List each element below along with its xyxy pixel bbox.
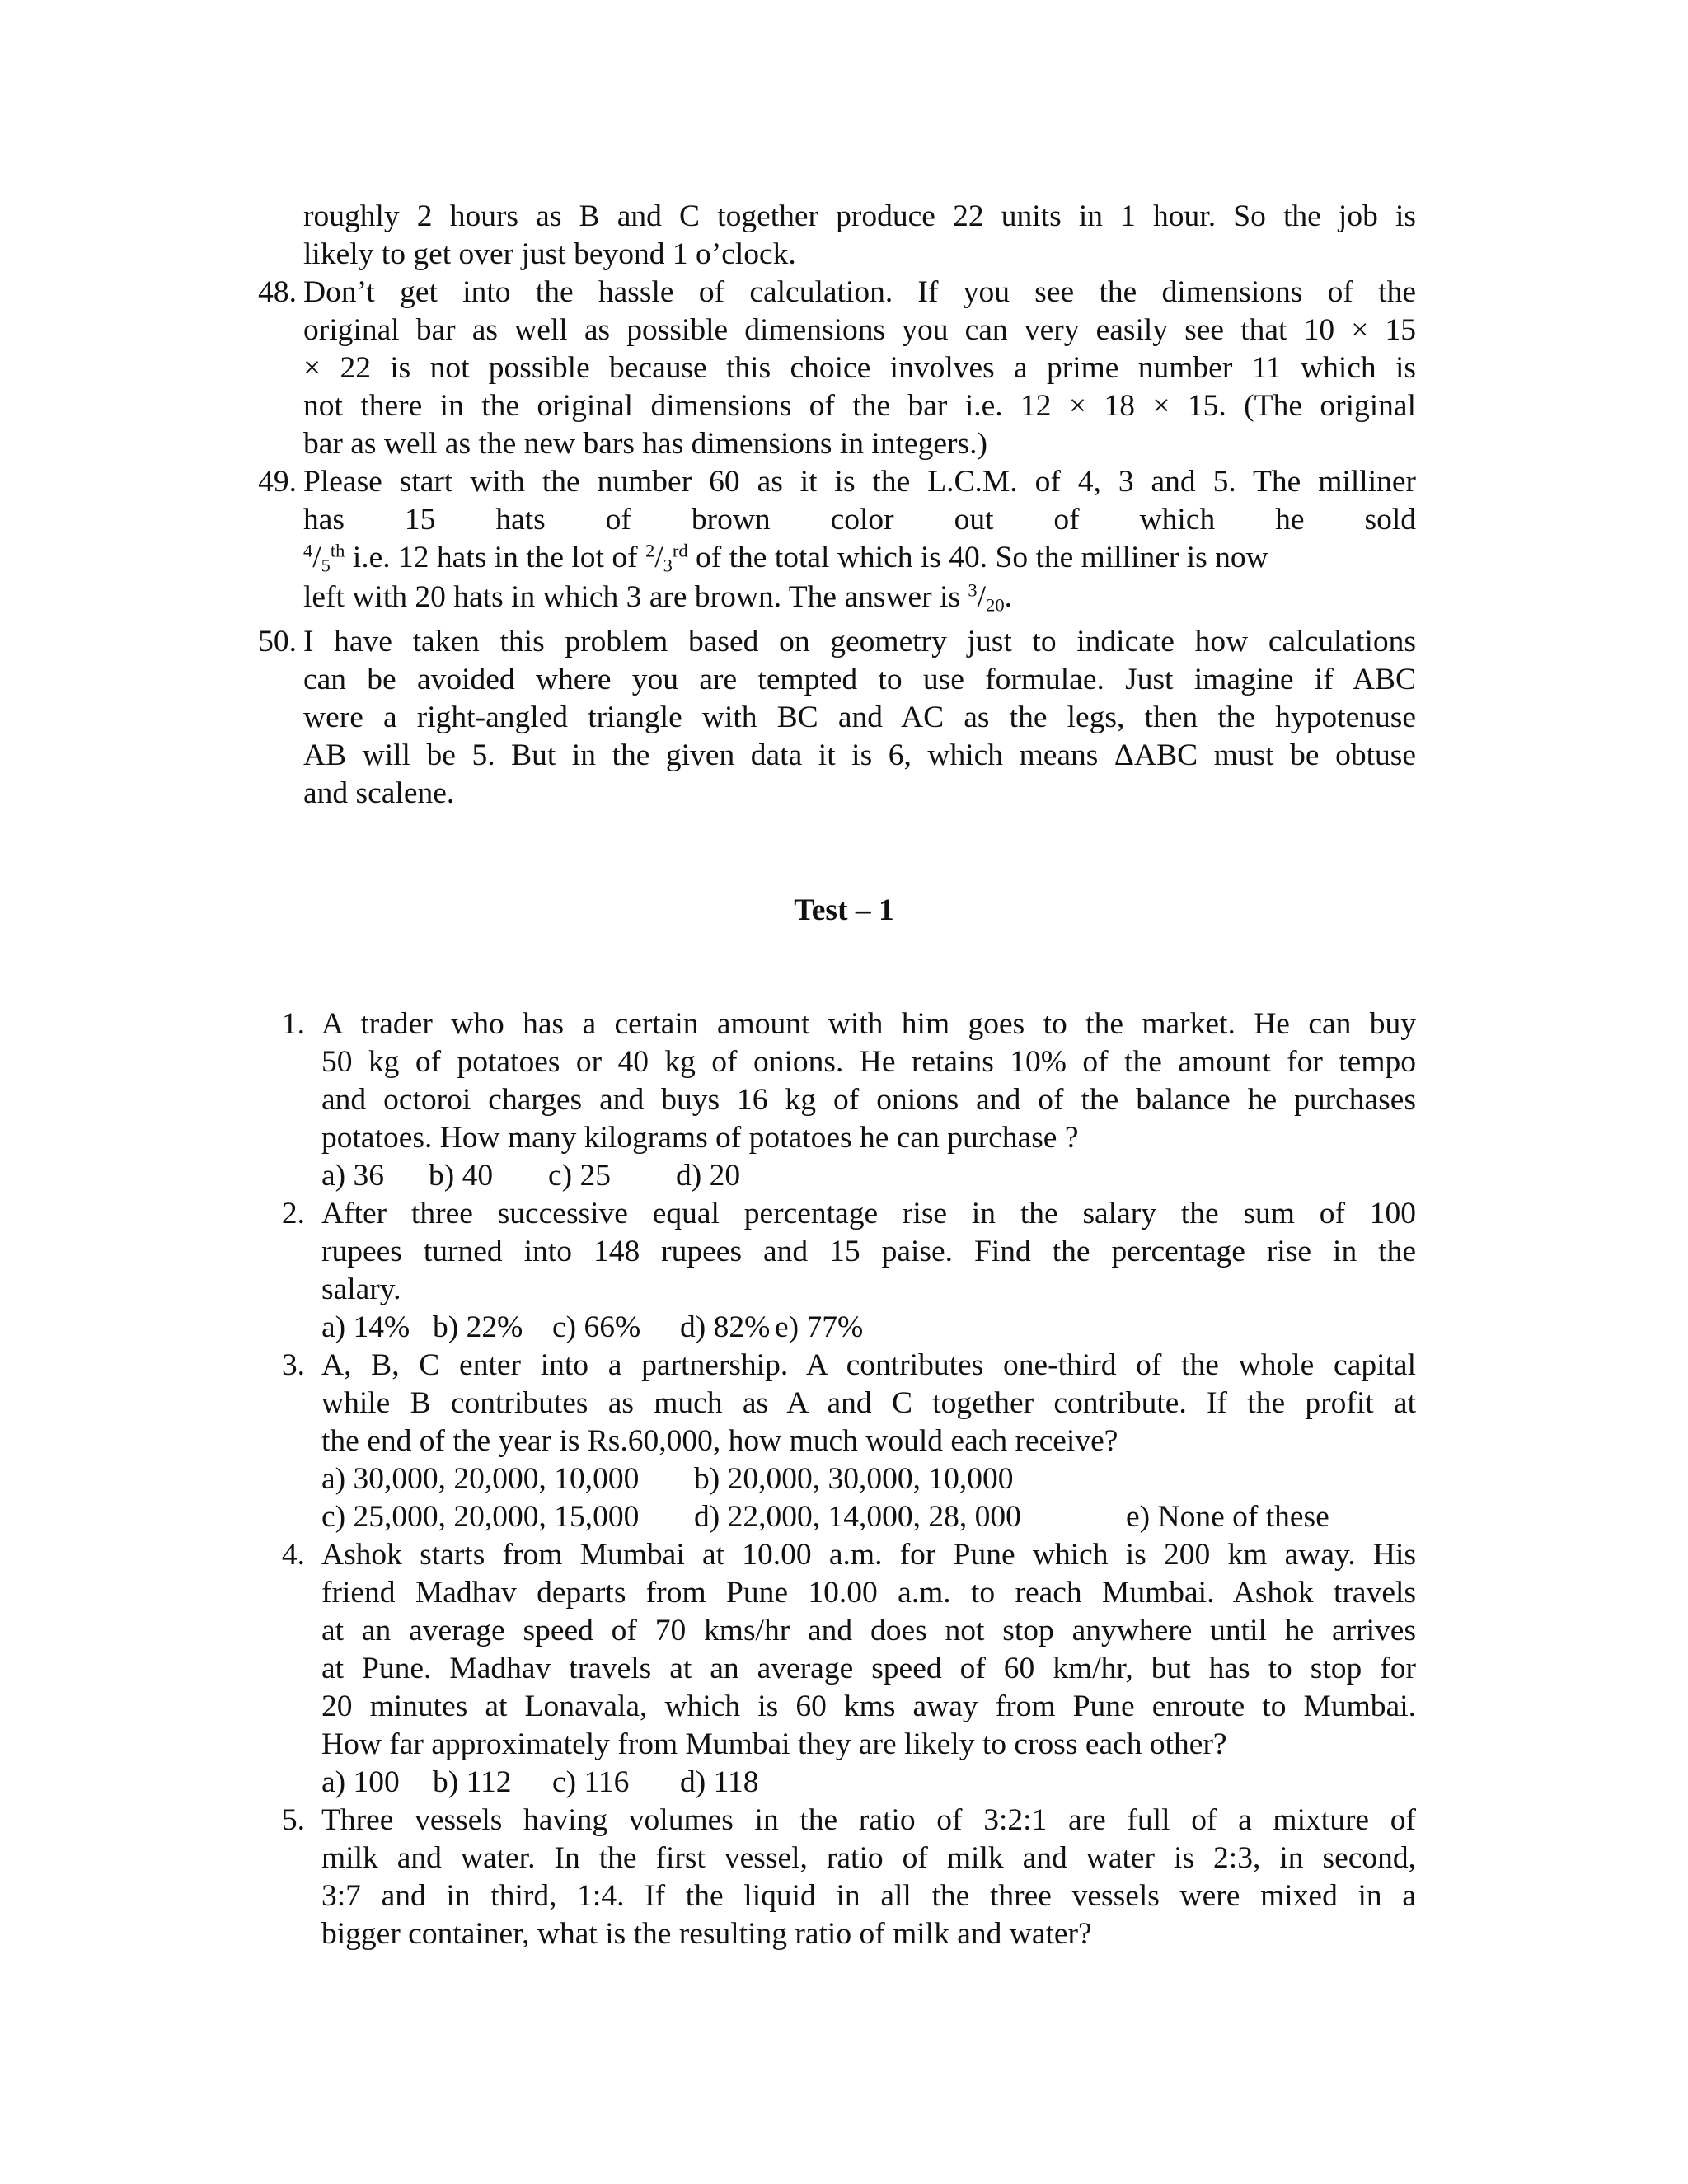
text-line: the end of the year is Rs.60,000, how much would each receive?: [321, 1424, 1118, 1458]
text-line: likely to get over just beyond 1 o’clock.: [303, 237, 796, 271]
text-line: potatoes. How many kilograms of potatoes he can purchase ?: [321, 1121, 1079, 1155]
option-d: d) 22,000, 14,000, 28, 000: [694, 1500, 1021, 1534]
item-number: 5.: [281, 1803, 305, 1837]
text-line: How far approximately from Mumbai they are likely to cross each other?: [321, 1727, 1227, 1761]
text-line: A trader who has a certain amount with him goes to the market. He can buy: [321, 1007, 1416, 1041]
answer-options: [321, 1157, 758, 1195]
text-line: 20 minutes at Lonavala, which is 60 kms away from Pune enroute to Mumbai.: [321, 1690, 1416, 1723]
text-line: and scalene.: [303, 776, 455, 810]
option-c: c) 116: [552, 1765, 630, 1799]
option-a: a) 100: [321, 1765, 400, 1799]
text-line: milk and water. In the first vessel, ratio of milk and water is 2:3, in second,: [321, 1841, 1416, 1875]
text-line-with-fraction: left with 20 hats in which 3 are brown. The answer is $^3/_{20}$.: [303, 579, 1012, 616]
item-number: 3.: [281, 1348, 305, 1382]
text-line: salary.: [321, 1272, 401, 1306]
text-line: bigger container, what is the resulting ratio of milk and water?: [321, 1917, 1092, 1951]
item-number: 50.: [258, 625, 297, 658]
fraction-four-fifths: $^4/_5^{th}$: [303, 540, 345, 576]
option-d: d) 118: [680, 1765, 759, 1799]
text-line-with-fractions: $^4/_5^{th}$ i.e. 12 hats in the lot of $^2/_3^{rd}$ of the total which is 40. So the milliner is now: [303, 540, 1268, 576]
option-c: c) 66%: [552, 1310, 641, 1344]
text-line: were a right-angled triangle with BC and AC as the legs, then the hypotenuse: [303, 701, 1416, 734]
option-a: a) 36: [321, 1159, 385, 1193]
option-b: b) 20,000, 30,000, 10,000: [694, 1462, 1014, 1496]
text-line: AB will be 5. But in the given data it is 6, which means ΔABC must be obtuse: [303, 738, 1416, 772]
text-line: 3:7 and in third, 1:4. If the liquid in all the three vessels were mixed in a: [321, 1879, 1416, 1913]
option-c: c) 25,000, 20,000, 15,000: [321, 1500, 640, 1534]
text-line: I have taken this problem based on geometry just to indicate how calculations: [303, 625, 1416, 658]
test-heading: Test – 1: [794, 893, 894, 927]
option-e: e) None of these: [1126, 1500, 1329, 1534]
text-line: can be avoided where you are tempted to use formulae. Just imagine if ABC: [303, 663, 1416, 696]
option-e: e) 77%: [775, 1310, 864, 1344]
item-number: 48.: [258, 275, 297, 309]
text-line: friend Madhav departs from Pune 10.00 a.m. to reach Mumbai. Ashok travels: [321, 1576, 1416, 1610]
text-line: not there in the original dimensions of the bar i.e. 12 × 18 × 15. (The original: [303, 389, 1416, 423]
fraction-two-thirds: $^2/_3^{rd}$: [645, 540, 688, 576]
text-line: rupees turned into 148 rupees and 15 paise. Find the percentage rise in the: [321, 1235, 1416, 1268]
item-number: 2.: [281, 1197, 305, 1230]
text-line: roughly 2 hours as B and C together produce 22 units in 1 hour. So the job is: [303, 199, 1416, 233]
option-c: c) 25: [548, 1159, 612, 1193]
option-a: a) 14%: [321, 1310, 410, 1344]
option-b: b) 112: [433, 1765, 512, 1799]
text-line: original bar as well as possible dimensions you can very easily see that 10 × 15: [303, 313, 1416, 347]
text-line: and octoroi charges and buys 16 kg of onions and of the balance he purchases: [321, 1083, 1416, 1117]
option-d: d) 20: [676, 1159, 741, 1193]
option-b: b) 22%: [433, 1310, 523, 1344]
text-line: 50 kg of potatoes or 40 kg of onions. He retains 10% of the amount for tempo: [321, 1045, 1416, 1079]
text-line: × 22 is not possible because this choice involves a prime number 11 which is: [303, 351, 1416, 385]
answer-options: [321, 1764, 771, 1802]
text-line: After three successive equal percentage rise in the salary the sum of 100: [321, 1197, 1416, 1230]
text-line: at Pune. Madhav travels at an average speed of 60 km/hr, but has to stop for: [321, 1652, 1416, 1685]
item-number: 4.: [281, 1538, 305, 1572]
item-number: 1.: [281, 1007, 305, 1041]
text-line: while B contributes as much as A and C together contribute. If the profit at: [321, 1386, 1416, 1420]
text-line: Please start with the number 60 as it is the L.C.M. of 4, 3 and 5. The milliner: [303, 465, 1416, 499]
item-number: 49.: [258, 465, 297, 499]
text-line: at an average speed of 70 kms/hr and does not stop anywhere until he arrives: [321, 1614, 1416, 1647]
answer-options: [321, 1309, 865, 1347]
text-line: bar as well as the new bars has dimensions in integers.): [303, 427, 987, 461]
text-line: A, B, C enter into a partnership. A contributes one-third of the whole capital: [321, 1348, 1416, 1382]
text-line: Three vessels having volumes in the ratio of 3:2:1 are full of a mixture of: [321, 1803, 1416, 1837]
option-b: b) 40: [429, 1159, 494, 1193]
text-line: Ashok starts from Mumbai at 10.00 a.m. for Pune which is 200 km away. His: [321, 1538, 1416, 1572]
option-d: d) 82%: [680, 1310, 771, 1344]
option-a: a) 30,000, 20,000, 10,000: [321, 1462, 640, 1496]
text-line: has 15 hats of brown color out of which he sold: [303, 503, 1416, 537]
fraction-answer: $^3/_{20}$: [968, 579, 1005, 616]
text-line: Don’t get into the hassle of calculation. If you see the dimensions of the: [303, 275, 1416, 309]
